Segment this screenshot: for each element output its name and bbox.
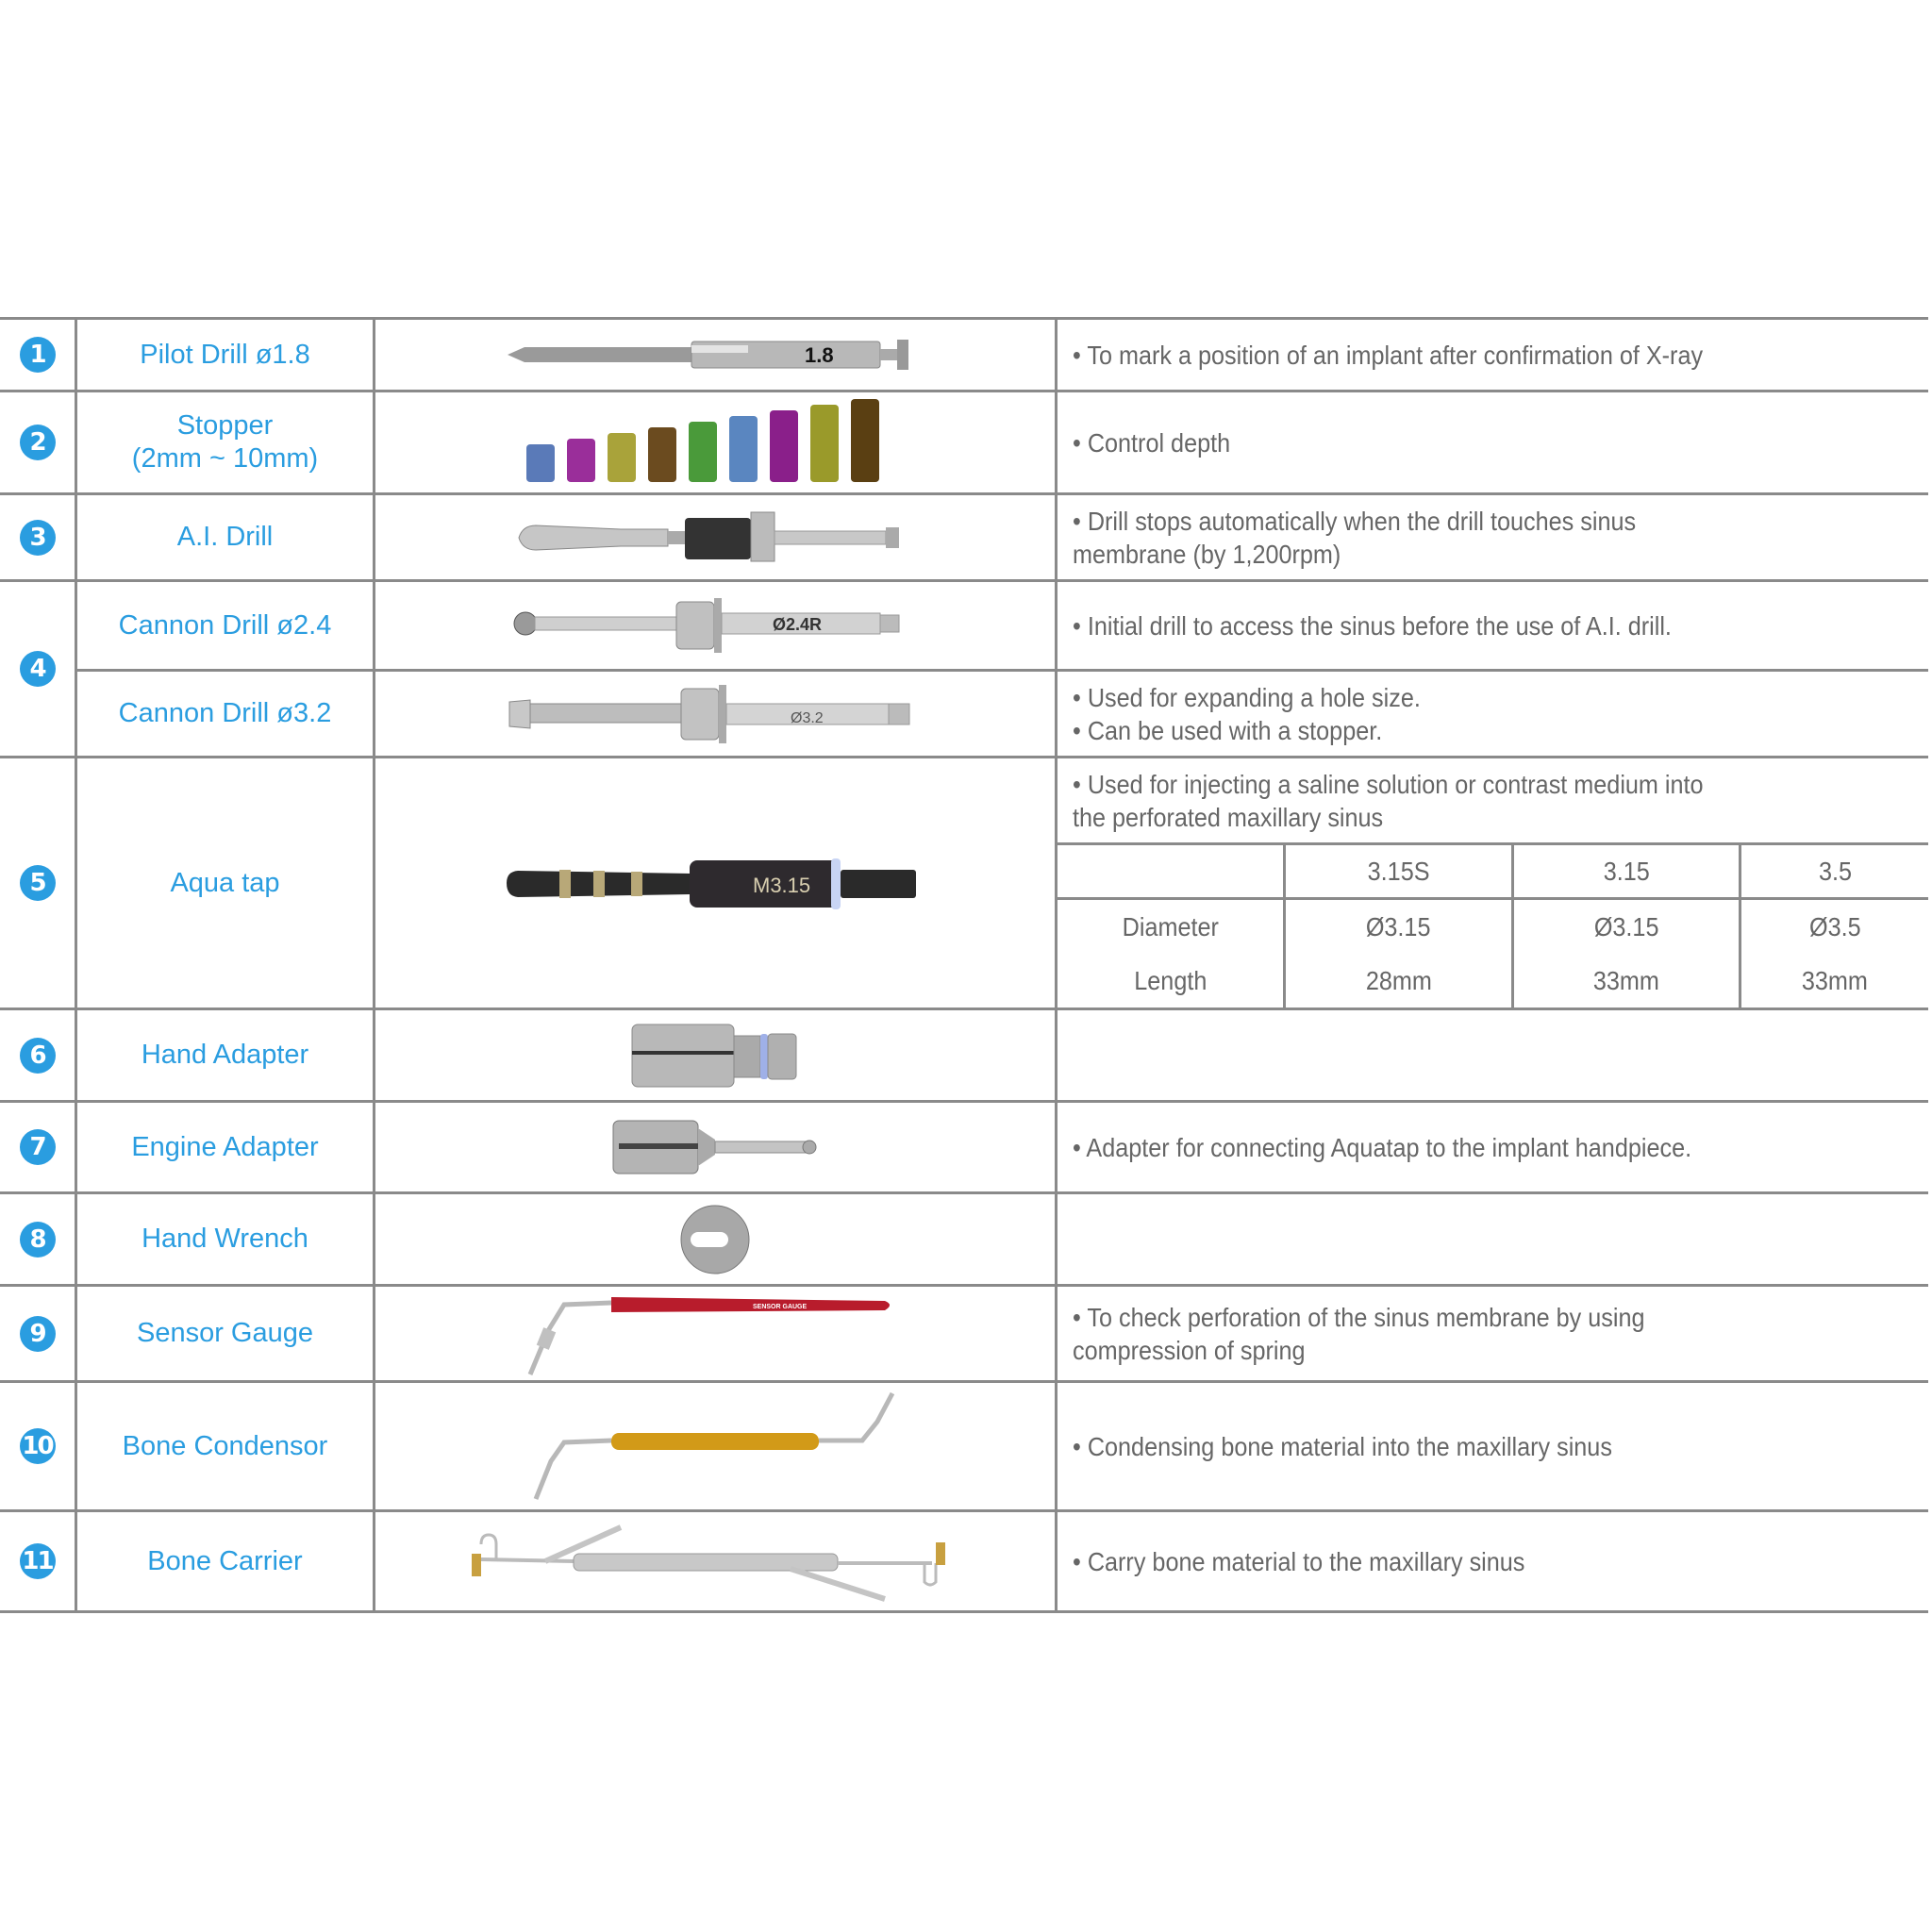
number-badge: 1: [20, 337, 56, 373]
spec-label-diameter: [1058, 900, 1283, 954]
number-badge: 9: [20, 1316, 56, 1352]
spec-header-3-15s: [1286, 845, 1511, 897]
spec-cell: Length: [1133, 965, 1208, 995]
svg-text:Ø2.4R: Ø2.4R: [773, 615, 823, 634]
description-stopper: [1058, 392, 1928, 492]
spec-cell: Diameter: [1122, 911, 1219, 941]
svg-text:SENSOR GAUGE: SENSOR GAUGE: [753, 1303, 808, 1310]
row-number-10: [0, 1383, 75, 1509]
description-pilot-drill: [1058, 320, 1928, 390]
spec-header-3-15: [1514, 845, 1739, 897]
grid-line: [0, 1610, 1928, 1613]
spec-value: Ø3.15: [1593, 911, 1659, 941]
description-line: • Control depth: [1073, 427, 1231, 458]
stopper-set-image: [375, 392, 1055, 492]
row-number-1: [0, 320, 75, 390]
row-number-4: [0, 582, 75, 756]
cannon-drill-2-4-icon: [512, 592, 918, 658]
number-badge: 4: [20, 651, 56, 687]
number-badge: 5: [20, 865, 56, 901]
spec-header: 3.15S: [1367, 856, 1430, 886]
spec-cell: [1514, 954, 1739, 1008]
row-number-6: [0, 1010, 75, 1100]
name-line: Bone Carrier: [147, 1545, 303, 1576]
spec-value: Ø3.15: [1366, 911, 1431, 941]
cannon-drill-2-4-image: [375, 582, 1055, 669]
spec-cell: [1286, 954, 1511, 1008]
svg-text:M3.15: M3.15: [753, 874, 811, 897]
description-line: compression of spring: [1073, 1335, 1306, 1365]
row-number-7: [0, 1103, 75, 1191]
description-line: the perforated maxillary sinus: [1073, 802, 1384, 832]
name-line: Pilot Drill ø1.8: [140, 339, 310, 370]
row-number-2: [0, 392, 75, 492]
number-badge: 7: [20, 1129, 56, 1165]
item-name-ai-drill: [77, 495, 373, 579]
engine-adapter-image: [375, 1103, 1055, 1191]
name-line: Sensor Gauge: [136, 1318, 313, 1348]
description-line: • To check perforation of the sinus membrane by using: [1073, 1302, 1645, 1332]
name-line: Cannon Drill ø2.4: [118, 609, 332, 641]
name-line: Hand Adapter: [141, 1040, 309, 1070]
description-bone-carrier: [1058, 1512, 1928, 1610]
spec-value: 28mm: [1365, 965, 1432, 995]
engine-adapter-icon: [611, 1119, 819, 1175]
description-cannon-drill-3-2: [1058, 672, 1928, 756]
item-name-bone-condensor: [77, 1383, 373, 1509]
row-number-9: [0, 1287, 75, 1380]
row-number-5: [0, 758, 75, 1008]
description-line: • Condensing bone material into the maxillary sinus: [1073, 1431, 1612, 1461]
name-line: Bone Condensor: [122, 1430, 328, 1461]
item-name-stopper: [77, 392, 373, 492]
description-line: • To mark a position of an implant after confirmation of X-ray: [1073, 340, 1704, 370]
spec-header-3-5: [1741, 845, 1928, 897]
description-hand-adapter: [1058, 1010, 1928, 1100]
pilot-drill-icon: [508, 336, 923, 374]
item-name-sensor-gauge: [77, 1287, 373, 1380]
ai-drill-image: [375, 495, 1055, 579]
spec-cell: [1741, 954, 1928, 1008]
spec-label-length: [1058, 954, 1283, 1008]
number-badge: 8: [20, 1222, 56, 1257]
item-name-engine-adapter: [77, 1103, 373, 1191]
description-sensor-gauge: [1058, 1287, 1928, 1380]
description-cannon-drill-2-4: [1058, 582, 1928, 669]
name-line: Aqua tap: [170, 867, 280, 898]
name-line: Cannon Drill ø3.2: [118, 698, 332, 728]
item-name-hand-adapter: [77, 1010, 373, 1100]
spec-header-empty: [1058, 845, 1283, 897]
description-aqua-tap: [1058, 758, 1928, 842]
description-line: • Used for expanding a hole size.: [1073, 682, 1421, 712]
row-number-11: [0, 1512, 75, 1610]
description-ai-drill: [1058, 495, 1928, 579]
bone-carrier-image: [375, 1512, 1055, 1610]
number-badge: 3: [20, 520, 56, 556]
instrument-table: [0, 317, 1928, 1613]
ai-drill-icon: [517, 505, 913, 571]
aqua-tap-icon: [503, 845, 927, 921]
description-line: • Adapter for connecting Aquatap to the implant handpiece.: [1073, 1132, 1692, 1162]
hand-wrench-icon: [677, 1202, 753, 1277]
spec-cell: [1741, 900, 1928, 954]
hand-wrench-image: [375, 1194, 1055, 1284]
hand-adapter-image: [375, 1010, 1055, 1100]
sensor-gauge-image: [375, 1287, 1055, 1380]
cannon-drill-3-2-image: [375, 672, 1055, 756]
aqua-tap-image: [375, 758, 1055, 1008]
item-name-pilot-drill: [77, 320, 373, 390]
name-line: (2mm ~ 10mm): [131, 443, 319, 474]
spec-cell: [1286, 900, 1511, 954]
description-hand-wrench: [1058, 1194, 1928, 1284]
item-name-cannon-drill-3-2: [77, 672, 373, 756]
description-line: • Carry bone material to the maxillary sinus: [1073, 1546, 1525, 1576]
bone-condensor-image: [375, 1383, 1055, 1509]
spec-cell: [1514, 900, 1739, 954]
number-badge: 10: [20, 1428, 56, 1464]
name-line: A.I. Drill: [176, 522, 274, 552]
hand-adapter-icon: [630, 1023, 800, 1089]
spec-value: 33mm: [1801, 965, 1869, 995]
description-line: • Used for injecting a saline solution or contrast medium into: [1073, 769, 1704, 799]
sensor-gauge-icon: [526, 1291, 904, 1376]
description-line: • Can be used with a stopper.: [1073, 715, 1383, 745]
row-number-3: [0, 495, 75, 579]
spec-header: 3.5: [1818, 856, 1852, 886]
pilot-drill-image: [375, 320, 1055, 390]
spec-value: Ø3.5: [1808, 911, 1861, 941]
name-line: Engine Adapter: [131, 1131, 319, 1162]
spec-header: 3.15: [1603, 856, 1650, 886]
number-badge: 11: [20, 1543, 56, 1579]
description-line: • Drill stops automatically when the drill touches sinus: [1073, 506, 1637, 536]
name-line: Hand Wrench: [142, 1224, 308, 1254]
cannon-drill-3-2-icon: [508, 681, 923, 747]
item-name-aqua-tap: [77, 758, 373, 1008]
number-badge: 2: [20, 425, 56, 460]
description-line: • Initial drill to access the sinus before the use of A.I. drill.: [1073, 610, 1672, 641]
item-name-bone-carrier: [77, 1512, 373, 1610]
stopper-set-icon: [517, 397, 913, 488]
bone-carrier-icon: [470, 1516, 960, 1607]
number-badge: 6: [20, 1038, 56, 1074]
description-bone-condensor: [1058, 1383, 1928, 1509]
row-number-8: [0, 1194, 75, 1284]
item-name-cannon-drill-2-4: [77, 582, 373, 669]
spec-value: 33mm: [1592, 965, 1660, 995]
svg-text:1.8: 1.8: [805, 343, 834, 367]
name-line: Stopper: [176, 410, 274, 441]
bone-condensor-icon: [526, 1390, 904, 1503]
item-name-hand-wrench: [77, 1194, 373, 1284]
description-line: membrane (by 1,200rpm): [1073, 539, 1341, 569]
description-engine-adapter: [1058, 1103, 1928, 1191]
svg-text:Ø3.2: Ø3.2: [791, 709, 824, 726]
